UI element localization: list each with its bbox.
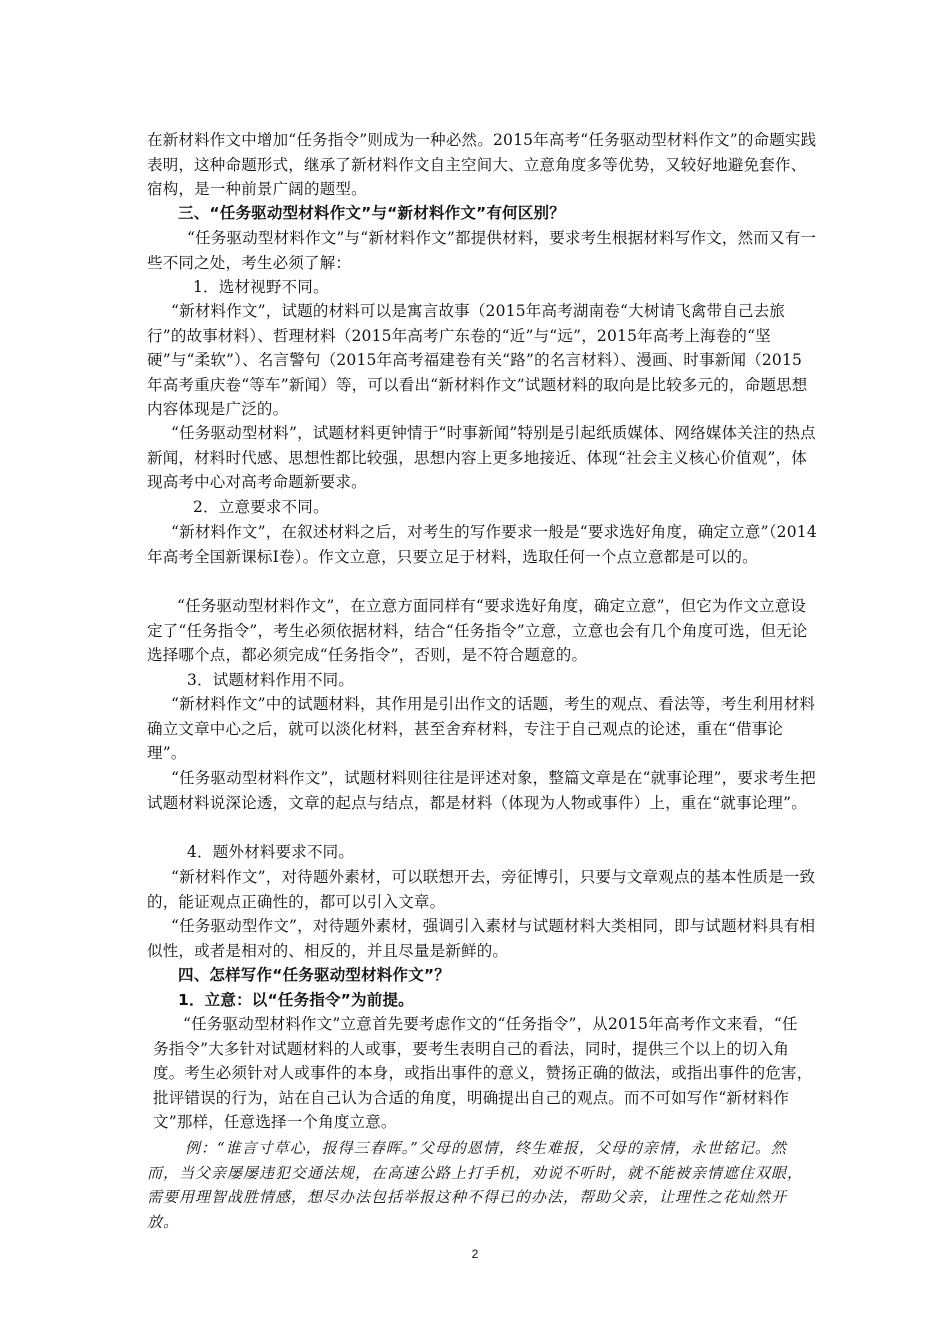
example-paragraph: 例：“谁言寸草心，报得三春晖。”父母的恩情，终生难报，父母的亲情，永世铭记。然而，当父亲屡屡违犯交通法规，在高速公路上打手机，劝说不听时，就不能被亲情遮住双眼，需要用理智战胜情感，想尽办法包括举报这种不得已的办法，帮助父亲，让理性之花灿然开放。: [147, 1139, 804, 1231]
paragraph: “任务驱动型作文”，对待题外素材，强调引入素材与试题材料大类相同，即与试题材料具有相似性，或者是相对的、相反的，并且尽量是新鲜的。: [147, 917, 816, 960]
paragraph: “任务驱动型材料作文”，试题材料则往往是评述对象，整篇文章是在“就事论理”，要求考生把试题材料说深论透，文章的起点与结点，都是材料（体现为人物或事件）上，重在“就事论理”。: [147, 769, 816, 812]
paragraph: “新材料作文”，对待题外素材，可以联想开去，旁征博引，只要与文章观点的基本性质是一致的，能证观点正确性的，都可以引入文章。: [147, 868, 816, 911]
section-heading-three: 三、“任务驱动型材料作文”与“新材料作文”有何区别？: [178, 204, 565, 222]
subheading-1: 1．选材视野不同。: [193, 278, 329, 296]
paragraph: “任务驱动型材料作文”与“新材料作文”都提供材料，要求考生根据材料写作文，然而又有一些不同之处，考生必须了解：: [147, 229, 817, 272]
subheading-4: 4．题外材料要求不同。: [187, 843, 355, 861]
paragraph: “任务驱动型材料作文”立意首先要考虑作文的“任务指令”，从2015年高考作文来看，“任务指令”大多针对试题材料的人或事，要考生表明自己的看法，同时，提供三个以上的切入角度。考生必须针对人或事件的本身，或指出事件的意义，赞扬正确的做法，或指出事件的危害，批评错误的行为，站在自己认为合适的角度，明确提出自己的观点。而不可如写作“新材料作文”那样，任意选择一个角度立意。: [153, 1015, 813, 1131]
paragraph-intro: 在新材料作文中增加“任务指令”则成为一种必然。2015年高考“任务驱动型材料作文”的命题实践表明，这种命题形式，继承了新材料作文自主空间大、立意角度多等优势，又较好地避免套作、宿构，是一种前景广阔的题型。: [147, 131, 817, 198]
subheading-2: 2．立意要求不同。: [193, 498, 329, 516]
paragraph: “任务驱动型材料”，试题材料更钟情于“时事新闻”特别是引起纸质媒体、网络媒体关注的热点新闻，材料时代感、思想性都比较强，思想内容上更多地接近、体现“社会主义核心价值观”，体现高考中心对高考命题新要求。: [147, 424, 816, 491]
subheading-bold-1: 1．立意：以“任务指令”为前提。: [178, 991, 414, 1009]
subheading-3: 3．试题材料作用不同。: [187, 671, 355, 689]
paragraph: “新材料作文”，在叙述材料之后，对考生的写作要求一般是“要求选好角度，确定立意”（2014年高考全国新课标Ⅰ卷）。作文立意，只要立足于材料，选取任何一个点立意都是可以的。: [147, 523, 817, 566]
paragraph: “新材料作文”中的试题材料，其作用是引出作文的话题，考生的观点、看法等，考生利用材料确立文章中心之后，就可以淡化材料，甚至舍弃材料，专注于自己观点的论述，重在“借事论理”。: [147, 695, 816, 762]
page-number: 2: [471, 1247, 479, 1261]
paragraph: “任务驱动型材料作文”，在立意方面同样有“要求选好角度，确定立意”，但它为作文立意设定了“任务指令”，考生必须依据材料，结合“任务指令”立意，立意也会有几个角度可选，但无论选择哪个点，都必须完成“任务指令”，否则，是不符合题意的。: [147, 597, 808, 664]
paragraph: “新材料作文”，试题的材料可以是寓言故事（2015年高考湖南卷“大树请飞禽带自己去旅行”的故事材料）、哲理材料（2015年高考广东卷的“近”与“远”，2015年高考上海卷的“坚硬”与“柔软”）、名言警句（2015年高考福建卷有关“路”的名言材料）、漫画、时事新闻（2015年高考重庆卷“等车”新闻）等，可以看出“新材料作文”试题材料的取向是比较多元的，命题思想内容体现是广泛的。: [147, 302, 808, 418]
section-heading-four: 四、怎样写作“任务驱动型材料作文”？: [178, 966, 450, 984]
